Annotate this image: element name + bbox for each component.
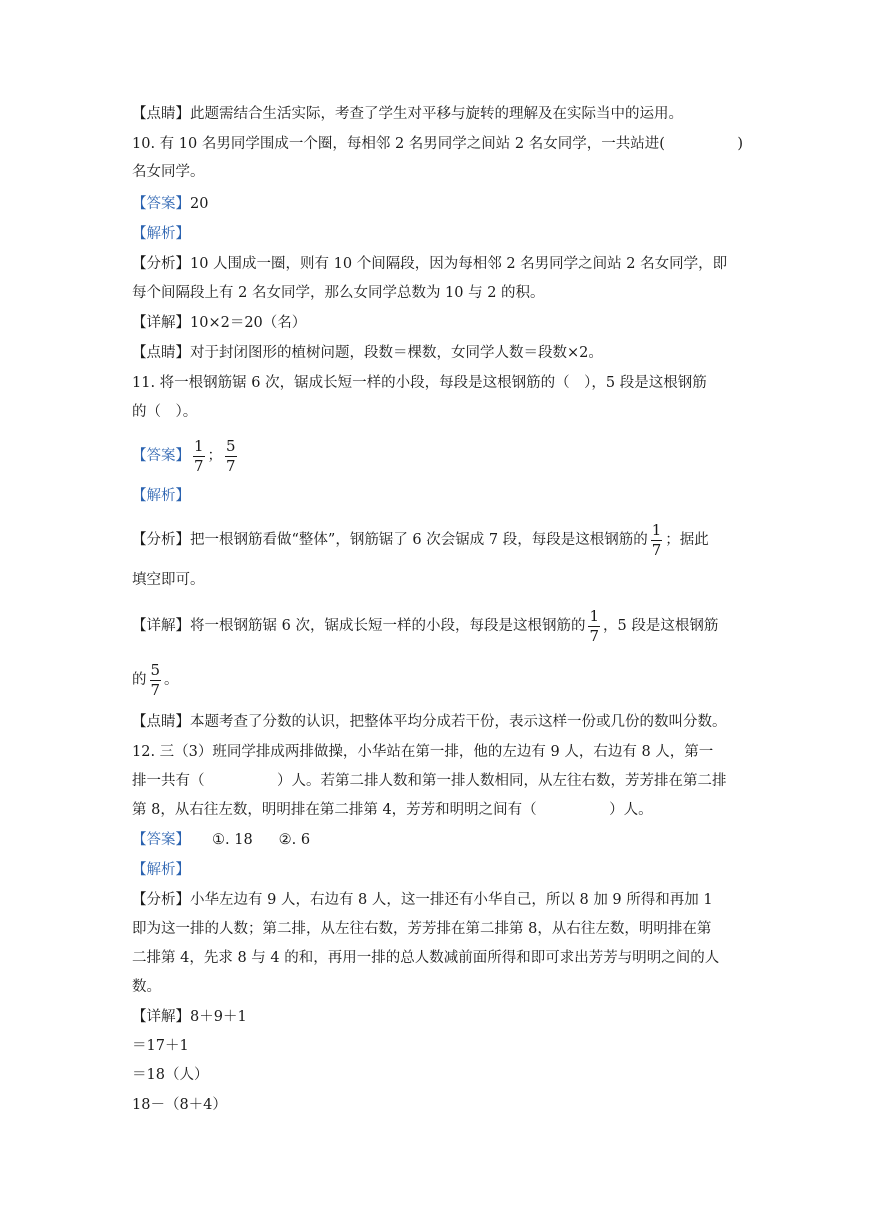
q11-xiangjie-line1: [132, 606, 752, 646]
q11-question-line2: 的（ ）。: [132, 404, 198, 420]
q12-question-line1: 12. 三（3）班同学排成两排做操，小华站在第一排，他的左边有 9 人，右边有 8 人，第一: [132, 744, 714, 760]
q12-answer-row: [132, 830, 752, 850]
q10-question-line1: 10. 有 10 名男同学围成一个圈，每相邻 2 名男同学之间站 2 名女同学，一共站进( ): [132, 136, 744, 152]
answer-separator: ；: [207, 448, 223, 464]
fraction-five-sevenths: [150, 661, 162, 700]
q11-question-line1: 11. 将一根钢筋锯 6 次，锯成长短一样的小段，每段是这根钢筋的（ ），5 段是这根钢筋: [132, 375, 707, 391]
q11-jiexi-tag: 【解析】: [132, 488, 190, 504]
fraction-numerator: 1: [194, 436, 204, 455]
q12-fenxi-line1: 【分析】小华左边有 9 人，右边有 8 人，这一排还有小华自己，所以 8 加 9 所得和再加 1: [132, 892, 713, 908]
q11-answer-tag: 【答案】: [132, 448, 190, 464]
fraction-numerator: 5: [226, 436, 236, 455]
q11-answer-row: [132, 436, 752, 476]
fraction-denominator: 7: [226, 456, 236, 475]
fraction-five-sevenths: [225, 437, 237, 476]
q12-xiangjie-line1: 【详解】8＋9＋1: [132, 1009, 247, 1025]
q12-question-line2: 排一共有（ ）人。若第二排人数和第一排人数相同，从左往右数，芳芳排在第二排: [132, 773, 727, 789]
q12-xiangjie-line2: ＝17＋1: [132, 1038, 189, 1054]
q12-xiangjie-line4: 18－（8＋4）: [132, 1097, 227, 1113]
q11-fenxi-line1: [132, 520, 752, 560]
q10-xiangjie: 【详解】10×2＝20（名）: [132, 315, 307, 331]
q10-fenxi-line1: 【分析】10 人围成一圈，则有 10 个间隔段，因为每相邻 2 名男同学之间站 2 名女同学，即: [132, 256, 728, 272]
q10-dianjing: 【点睛】对于封闭图形的植树问题，段数＝棵数，女同学人数＝段数×2。: [132, 345, 603, 361]
q11-xiangjie-end: 。: [164, 672, 179, 688]
fraction-numerator: 1: [651, 520, 662, 539]
fraction-denominator: 7: [150, 680, 161, 699]
fraction-denominator: 7: [194, 456, 204, 475]
q11-fenxi-line2: 填空即可。: [132, 572, 205, 588]
q11-xiangjie-tail: ，5 段是这根钢筋: [603, 618, 719, 634]
q11-xiangjie-text: 【详解】将一根钢筋锯 6 次，锯成长短一样的小段，每段是这根钢筋的: [132, 618, 586, 634]
q11-fenxi-text: 【分析】把一根钢筋看做“整体”，钢筋锯了 6 次会锯成 7 段，每段是这根钢筋的: [132, 532, 648, 548]
q9-dianjing: 【点睛】此题需结合生活实际，考查了学生对平移与旋转的理解及在实际当中的运用。: [132, 106, 683, 122]
fraction-denominator: 7: [589, 626, 599, 645]
fraction-numerator: 5: [150, 660, 161, 679]
q12-fenxi-line4: 数。: [132, 979, 161, 995]
q12-fenxi-line3: 二排第 4，先求 8 与 4 的和，再用一排的总人数减前面所得和即可求出芳芳与明明之间的人: [132, 950, 720, 966]
q10-question-line2: 名女同学。: [132, 164, 205, 180]
q10-fenxi-line2: 每个间隔段上有 2 名女同学，那么女同学总数为 10 与 2 的积。: [132, 285, 545, 301]
fraction-one-seventh: [651, 521, 663, 560]
q10-answer-row: [132, 194, 752, 214]
q12-fenxi-line2: 即为这一排的人数；第二排，从左往右数，芳芳排在第二排第 8，从右往左数，明明排在第: [132, 921, 712, 937]
q10-answer-value: 20: [190, 196, 209, 212]
q12-answer-tag: 【答案】: [132, 832, 190, 848]
q10-answer-tag: 【答案】: [132, 196, 190, 212]
q10-jiexi-tag: 【解析】: [132, 226, 190, 242]
q11-dianjing: 【点睛】本题考查了分数的认识，把整体平均分成若干份，表示这样一份或几份的数叫分数。: [132, 714, 727, 730]
fraction-one-seventh: [588, 607, 600, 646]
fraction-numerator: 1: [589, 606, 599, 625]
q12-answer-2: ②. 6: [278, 832, 311, 848]
q11-fenxi-tail: ；据此: [665, 532, 709, 548]
q12-question-line3: 第 8，从右往左数，明明排在第二排第 4，芳芳和明明之间有（ ）人。: [132, 802, 653, 818]
q12-jiexi-tag: 【解析】: [132, 862, 190, 878]
fraction-one-seventh: [193, 437, 205, 476]
q12-answer-1: ①. 18: [212, 832, 253, 848]
fraction-denominator: 7: [651, 540, 662, 559]
q11-xiangjie-de: 的: [132, 672, 147, 688]
q11-xiangjie-line2: [132, 660, 752, 700]
q12-xiangjie-line3: ＝18（人）: [132, 1067, 209, 1083]
